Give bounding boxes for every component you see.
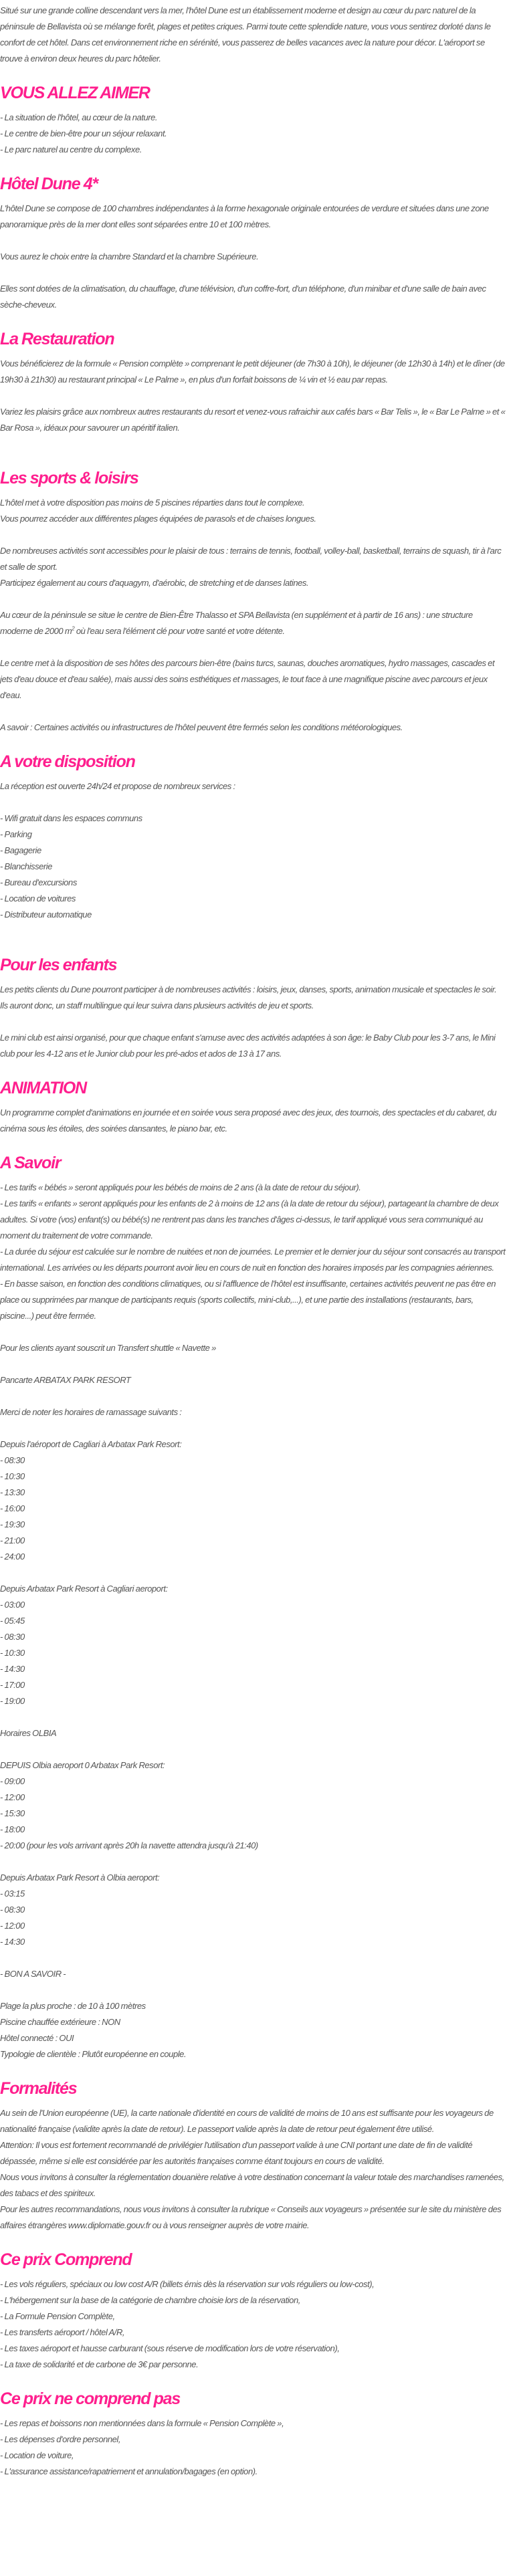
list-item: - Les tarifs « enfants » seront appliqués pour les enfants de 2 à moins de 12 ans (à la date de retour du séjour), partageant la chambre de deux adultes. Si votre (vos) enfant(s) ou bébé(s) ne rentrent pas dans les tranches d'âges ci-dessus, le tarif appliqué vous sera communiqué au moment du traitement de votre commande. (0, 1198, 499, 1241)
list-item: - Les repas et boissons non mentionnées dans la formule « Pension Complète », (0, 2418, 284, 2428)
schedule-time: - 03:15 (0, 1889, 25, 1899)
section-title-restauration: La Restauration (0, 330, 114, 348)
restauration-paragraph: Variez les plaisirs grâce aux nombreux autres restaurants du resort et venez-vous rafraichir aux cafés bars « Bar Telis », le « Bar Le Palme » et « Bar Rosa », idéaux pour savourer un apéritif italien. (0, 407, 506, 433)
section-title-animation: ANIMATION (0, 1079, 86, 1097)
ne-comprend-pas-list (0, 2416, 506, 2480)
list-item: - Distributeur automatique (0, 909, 92, 920)
section-title-comprend: Ce prix Comprend (0, 2250, 132, 2269)
list-item: - Les taxes aéroport et hausse carburant (sous réserve de modification lors de votre réservation), (0, 2343, 340, 2353)
list-item: - La taxe de solidarité et de carbone de 3€ par personne. (0, 2359, 199, 2369)
schedule-time: - 05:45 (0, 1616, 25, 1626)
shuttle-note: Merci de noter les horaires de ramassage suivants : (0, 1407, 182, 1417)
schedule-time: - 14:30 (0, 1664, 25, 1674)
list-item: - Le centre de bien-être pour un séjour relaxant. (0, 128, 167, 138)
list-item: - L'hébergement sur la base de la catégorie de chambre choisie lors de la réservation, (0, 2295, 300, 2305)
schedule-time: - 08:30 (0, 1455, 25, 1465)
shuttle-intro: Pour les clients ayant souscrit un Transfert shuttle « Navette » (0, 1343, 216, 1353)
animation-paragraph: Un programme complet d'animations en journée et en soirée vous sera proposé avec des jeux, des tournois, des spectacles et du cabaret, du cinéma sous les étoiles, des soirées dansantes, le piano bar, etc. (0, 1107, 497, 1134)
schedule-time: - 08:30 (0, 1905, 25, 1915)
shuttle-sign: Pancarte ARBATAX PARK RESORT (0, 1375, 131, 1385)
a-savoir-list (0, 1180, 506, 1324)
schedule-time: - 15:30 (0, 1808, 25, 1818)
vous-allez-aimer-list (0, 110, 506, 158)
spa-paragraph: Au cœur de la péninsule se situe le centre de Bien-Être Thalasso et SPA Bellavista (en supplément et à partir de 16 ans) : une structure moderne de 2000 $m^2$ où l'eau sera l'élément clé pour votre santé et votre détente. (0, 610, 473, 636)
list-item: - Blanchisserie (0, 861, 53, 871)
list-item: - La situation de l'hôtel, au cœur de la nature. (0, 112, 158, 122)
schedule-time: - 18:00 (0, 1824, 25, 1834)
hotel-paragraph: Vous aurez le choix entre la chambre Standard et la chambre Supérieure. (0, 251, 259, 261)
schedule-time: - 20:00 (pour les vols arrivant après 20h la navette attendra jusqu'à 21:40) (0, 1840, 258, 1850)
list-item: - Les transferts aéroport / hôtel A/R, (0, 2327, 125, 2337)
section-title-enfants: Pour les enfants (0, 956, 117, 974)
schedule-time: - 16:00 (0, 1503, 25, 1513)
schedule-time: - 12:00 (0, 1792, 25, 1802)
list-item: - Les tarifs « bébés » seront appliqués pour les bébés de moins de 2 ans (à la date de retour du séjour). (0, 1182, 361, 1192)
list-item: - Bureau d'excursions (0, 877, 77, 887)
formalites-paragraph: Pour les autres recommandations, nous vous invitons à consulter la rubrique « Conseils aux voyageurs » présentée sur le site du ministère des affaires étrangères www.diplomatie.gouv.fr ou à vous renseigner auprès de votre mairie. (0, 2204, 502, 2230)
services-list (0, 811, 506, 923)
intro-paragraph: Situé sur une grande colline descendant vers la mer, l'hôtel Dune est un établissement moderne et design au cœur du parc naturel de la péninsule de Bellavista où se mélange forêt, plages et petites criques. Parmi toute cette splendide nature, vous vous sentirez dorloté dans le confort de cet hôtel. Dans cet environnement riche en sérénité, vous passerez de belles vacances avec la nature pour décor. L'aéroport se trouve à environ deux heures du parc hôtelier. (0, 5, 491, 64)
fact-item: Hôtel connecté : OUI (0, 2033, 74, 2043)
hotel-paragraph: L'hôtel Dune se compose de 100 chambres indépendantes à la forme hexagonale originale entourées de verdure et situées dans une zone panoramique près de la mer dont elles sont séparées entre 10 et 100 mètres. (0, 203, 489, 229)
section-title-sports: Les sports & loisirs (0, 469, 138, 488)
olbia-title: Horaires OLBIA (0, 1728, 57, 1738)
list-item: - En basse saison, en fonction des conditions climatiques, ou si l'affluence de l'hôtel est insuffisante, certaines activités peuvent ne pas être en place ou supprimées par manque de participants requis (sports collectifs, mini-club,...), et une partie des installations (restaurants, bars, piscine...) peut être fermée. (0, 1279, 496, 1321)
weather-note: A savoir : Certaines activités ou infrastructures de l'hôtel peuvent être fermés selon les conditions météorologiques. (0, 722, 403, 732)
schedule-resort-to-olbia (0, 1870, 506, 1950)
hotel-paragraph: Elles sont dotées de la climatisation, du chauffage, d'une télévision, d'un coffre-fort, d'un téléphone, d'un minibar et d'une salle de bain avec sèche-cheveux. (0, 284, 486, 310)
list-item: - Parking (0, 829, 32, 839)
schedule-time: - 08:30 (0, 1632, 25, 1642)
formalites-paragraph: Nous vous invitons à consulter la réglementation douanière relative à votre destination concernant la valeur totale des marchandises ramenées, des tabacs et des spiriteux. (0, 2172, 504, 2198)
schedule-label: Depuis Arbatax Park Resort à Olbia aeroport: (0, 1872, 160, 1883)
schedule-cagliari-to-resort (0, 1436, 506, 1565)
fact-item: Typologie de clientèle : Plutôt européenne en couple. (0, 2049, 187, 2059)
list-item: - Location de voitures (0, 893, 76, 903)
section-title-disposition: A votre disposition (0, 752, 135, 771)
fact-item: Plage la plus proche : de 10 à 100 mètres (0, 2001, 146, 2011)
schedule-time: - 19:00 (0, 1696, 25, 1706)
sports-paragraph: L'hôtel met à votre disposition pas moins de 5 piscines réparties dans tout le complexe. (0, 498, 305, 508)
schedule-time: - 12:00 (0, 1921, 25, 1931)
enfants-paragraph: Les petits clients du Dune pourront participer à de nombreuses activités : loisirs, jeux, danses, sports, animation musicale et spectacles le soir. Ils auront donc, un staff multilingue qui leur suivra dans plusieurs activités de jeu et sports. (0, 984, 497, 1010)
list-item: - Bagagerie (0, 845, 41, 855)
schedule-label: DEPUIS Olbia aeroport 0 Arbatax Park Resort: (0, 1760, 165, 1770)
schedule-time: - 03:00 (0, 1600, 25, 1610)
facts-list (0, 1998, 506, 2062)
schedule-time: - 17:00 (0, 1680, 25, 1690)
schedule-time: - 10:30 (0, 1648, 25, 1658)
list-item: - Les vols réguliers, spéciaux ou low cost A/R (billets émis dès la réservation sur vols réguliers ou low-cost), (0, 2279, 375, 2289)
list-item: - L'assurance assistance/rapatriement et annulation/bagages (en option). (0, 2466, 258, 2476)
disposition-intro: La réception est ouverte 24h/24 et propose de nombreux services : (0, 781, 235, 791)
list-item: - Le parc naturel au centre du complexe. (0, 144, 142, 154)
schedule-time: - 09:00 (0, 1776, 25, 1786)
schedule-time: - 13:30 (0, 1487, 25, 1497)
list-item: - Location de voiture, (0, 2450, 74, 2460)
schedule-time: - 10:30 (0, 1471, 25, 1481)
section-title-vous-allez-aimer: VOUS ALLEZ AIMER (0, 84, 150, 102)
schedule-olbia-to-resort (0, 1757, 506, 1854)
fact-item: Piscine chauffée extérieure : NON (0, 2017, 120, 2027)
schedule-resort-to-cagliari (0, 1581, 506, 1709)
section-title-hotel: Hôtel Dune 4* (0, 175, 98, 193)
schedule-time: - 24:00 (0, 1551, 25, 1562)
list-item: - Les dépenses d'ordre personnel, (0, 2434, 121, 2444)
formalites-paragraph: Attention: Il vous est fortement recommandé de privilégier l'utilisation d'un passeport valide à une CNI portant une date de fin de validité dépassée, même si elle est considérée par les autorités françaises comme étant toujours en cours de validité. (0, 2140, 473, 2166)
comprend-list (0, 2276, 506, 2373)
enfants-paragraph: Le mini club est ainsi organisé, pour que chaque enfant s'amuse avec des activités adaptées à son âge: le Baby Club pour les 3-7 ans, le Mini club pour les 4-12 ans et le Junior club pour les pré-ados et ados de 13 à 17 ans. (0, 1033, 496, 1059)
schedule-time: - 21:00 (0, 1535, 25, 1545)
list-item: - La durée du séjour est calculée sur le nombre de nuitées et non de journées. Le premier et le dernier jour du séjour sont consacrés au transport international. Les arrivées ou les départs pourront avoir lieu en cours de nuit en fonction des horaires imposés par les compagnies aériennes. (0, 1247, 506, 1273)
section-title-formalites: Formalités (0, 2079, 77, 2098)
section-title-ne-comprend-pas: Ce prix ne comprend pas (0, 2389, 181, 2408)
spa-center-paragraph: Le centre met à la disposition de ses hôtes des parcours bien-être (bains turcs, saunas, douches aromatiques, hydro massages, cascades et jets d'eau douce et d'eau salée), mais aussi des soins esthétiques et massages, le tout face à une magnifique piscine avec parcours et jeux d'eau. (0, 658, 495, 700)
restauration-paragraph: Vous bénéficierez de la formule « Pension complète » comprenant le petit déjeuner (de 7h30 à 10h), le déjeuner (de 12h30 à 14h) et le dîner (de 19h30 à 21h30) au restaurant principal « Le Palme », en plus d'un forfait boissons de ¼ vin et ½ eau par repas. (0, 358, 505, 385)
list-item: - Wifi gratuit dans les espaces communs (0, 813, 142, 823)
schedule-label: Depuis Arbatax Park Resort à Cagliari aeroport: (0, 1584, 168, 1594)
section-title-a-savoir: A Savoir (0, 1154, 61, 1172)
diplomatie-link[interactable]: www.diplomatie.gouv.fr (68, 2220, 150, 2230)
sports-paragraph: Vous pourrez accéder aux différentes plages équipées de parasols et de chaises longues. (0, 514, 316, 524)
list-item: - La Formule Pension Complète, (0, 2311, 115, 2321)
schedule-time: - 19:30 (0, 1519, 25, 1529)
schedule-label: Depuis l'aéroport de Cagliari à Arbatax Park Resort: (0, 1439, 182, 1449)
formalites-paragraph: Au sein de l'Union européenne (UE), la carte nationale d'identité en cours de validité de moins de 10 ans est suffisante pour les voyageurs de nationalité française (validite après la date de retour). Le passeport valide après la date de retour peut également être utilisé. (0, 2108, 494, 2134)
bon-a-savoir-label: - BON A SAVOIR - (0, 1969, 66, 1979)
sports-paragraph: De nombreuses activités sont accessibles pour le plaisir de tous : terrains de tennis, football, volley-ball, basketball, terrains de squash, tir à l'arc et salle de sport. (0, 546, 502, 572)
schedule-time: - 14:30 (0, 1937, 25, 1947)
sports-paragraph: Participez également au cours d'aquagym, d'aérobic, de stretching et de danses latines. (0, 578, 309, 588)
